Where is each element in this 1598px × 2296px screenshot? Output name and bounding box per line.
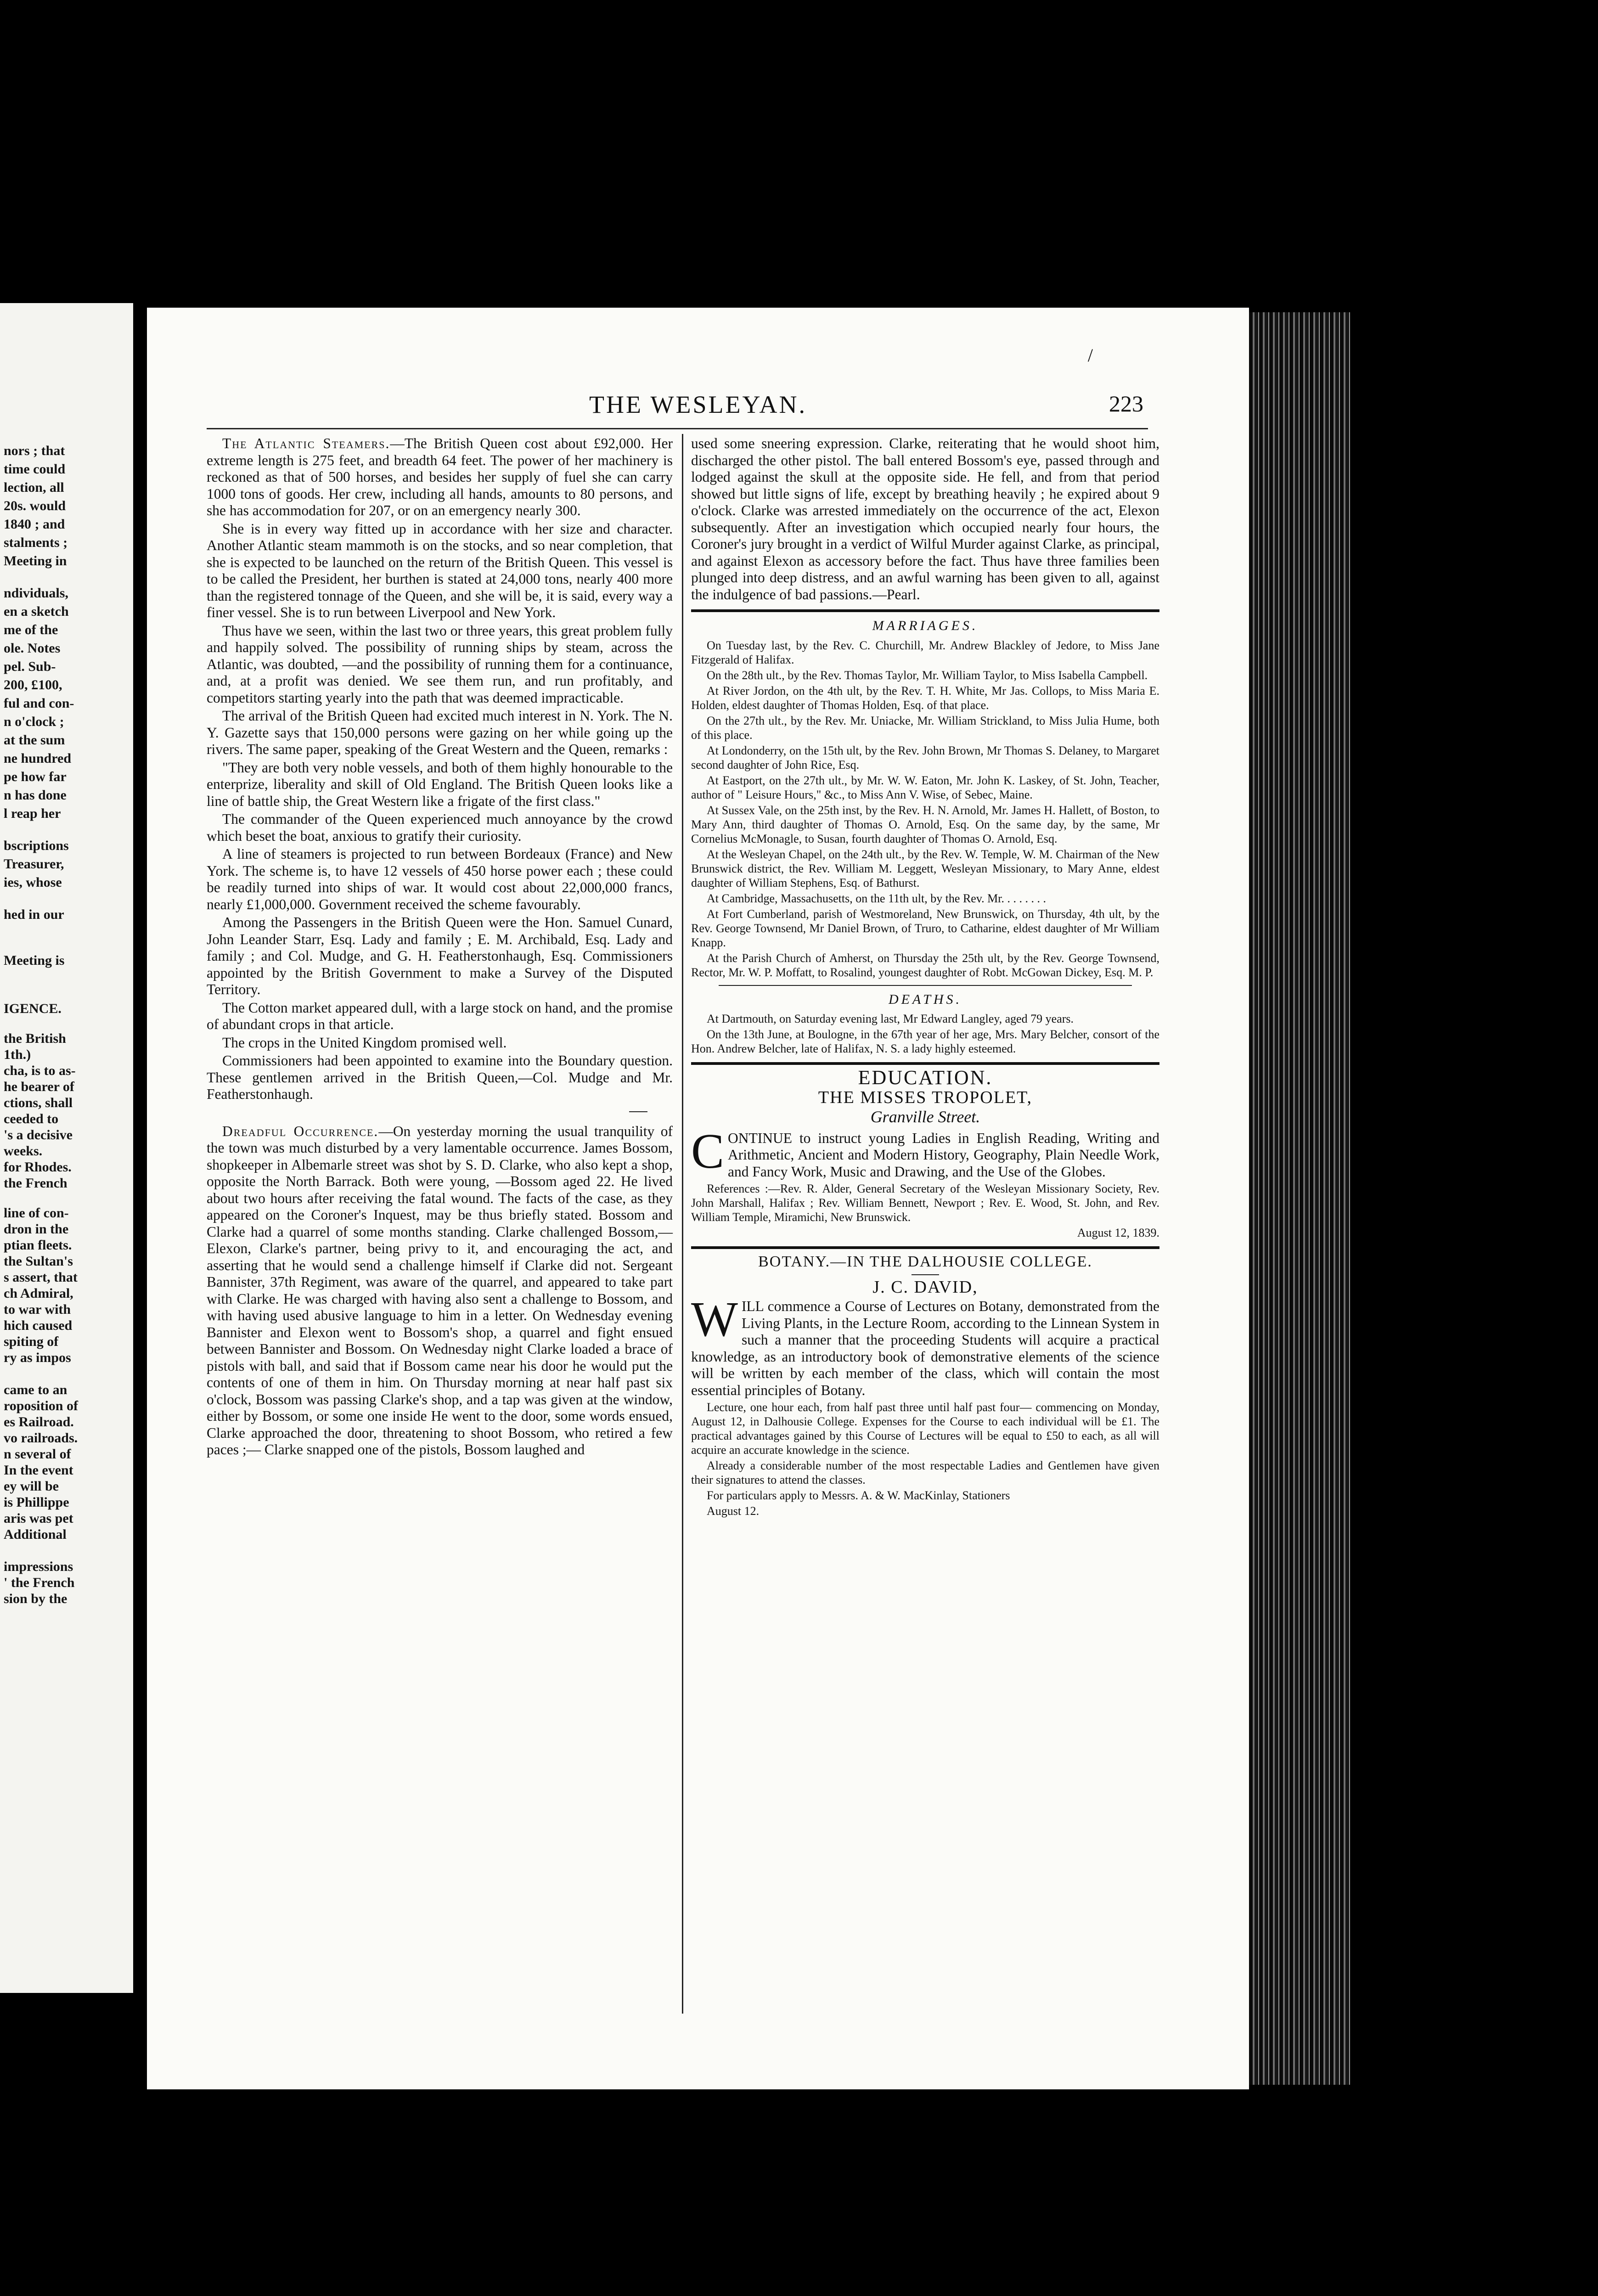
left-page-line: 1840 ; and [4, 517, 65, 532]
section-rule [719, 985, 1132, 986]
article-occurrence-title: Dreadful Occurrence. [222, 1123, 379, 1139]
page-title: THE WESLEYAN. [589, 391, 807, 418]
left-page-line: at the sum [4, 732, 65, 748]
left-page-line: 200, £100, [4, 677, 62, 692]
tropolet-dropcap: C [691, 1124, 725, 1179]
article-atlantic-p2: She is in every way fitted up in accordance with her size and character. Another Atlantic steam mammoth is on the stocks, and so near completion, that she is expected to be launched on the return of the British Queen. This vessel is to be called the President, her burthen is stated at 24,000 tons, nearly 400 more than the registered tonnage of the Queen, and she will be, it is said, every way a finer vessel. She is to run between Liverpool and New York. [207, 520, 673, 620]
article-atlantic-p11: Commissioners had been appointed to examine into the Boundary question. These gentlemen arrived in the British Queen,—Col. Mudge and Mr. Featherstonhaugh. [207, 1052, 673, 1102]
marriage-notice: On the 27th ult., by the Rev. Mr. Uniacke, Mr. William Strickland, to Miss Julia Hume, both of this place. [691, 714, 1159, 742]
left-page-line: he bearer of [4, 1079, 74, 1094]
newspaper-page [147, 308, 1249, 2089]
left-page-line: 's a decisive [4, 1127, 73, 1142]
left-page-line: ry as impos [4, 1350, 71, 1365]
deaths-heading: DEATHS. [888, 991, 962, 1007]
marriage-notice: At River Jordon, on the 4th ult, by the Rev. T. H. White, Mr Jas. Collops, to Miss Maria E. Holden, eldest daughter of Thomas Holden, Esq. of that place. [691, 684, 1159, 712]
article-atlantic-p1: The Atlantic Steamers.—The British Queen cost about £92,000. Her extreme length is 275 feet, and breadth 64 feet. The power of her machinery is reckoned as that of 500 horses, and besides her supply of fuel she can carry 1000 tons of goods. Her crew, including all hands, amounts to 80 persons, and she has accommodation for 207, or on an emergency nearly 300. [207, 435, 673, 518]
left-page-line: In the event [4, 1463, 73, 1478]
left-page-line: hed in our [4, 907, 64, 922]
left-page-line: weeks. [4, 1143, 43, 1159]
left-page-line: vo railroads. [4, 1430, 78, 1446]
botany-date: August 12. [707, 1504, 760, 1518]
botany-p4: For particulars apply to Messrs. A. & W. MacKinlay, Stationers [707, 1489, 1010, 1502]
left-page-line: ctions, shall [4, 1095, 73, 1110]
article-atlantic-p9: The Cotton market appeared dull, with a large stock on hand, and the promise of abundant crops in that article. [207, 999, 673, 1032]
left-page-line: s assert, that [4, 1270, 78, 1285]
corner-mark: / [1087, 345, 1093, 366]
section-rule [691, 1246, 1159, 1249]
marriages-heading: MARRIAGES. [872, 618, 979, 633]
left-page-line: pe how far [4, 769, 67, 784]
tropolet-references: References :—Rev. R. Alder, General Secretary of the Wesleyan Missionary Society, Rev. John Marshall, Halifax ; Rev. William Bennett, Newport ; Rev. E. Wood, St. John, and Rev. William Temple, Miramichi, New Brunswick. [691, 1182, 1159, 1224]
left-page-line: Meeting in [4, 553, 67, 568]
article-atlantic-p6: The commander of the Queen experienced much annoyance by the crowd which beset the boat, anxious to gratify their curiosity. [207, 811, 673, 844]
marriages-list [691, 638, 1159, 979]
left-page-line: ies, whose [4, 875, 62, 890]
left-page-line: 20s. would [4, 498, 66, 513]
left-page-line: stalments ; [4, 535, 68, 550]
article-occurrence-cont: used some sneering expression. Clarke, reiterating that he would shoot him, discharged the other pistol. The ball entered Bossom's eye, passed through and lodged against the skull at the opposite side. He fell, and from that period showed but little signs of life, except by breathing heavily ; he expired about 9 o'clock. Clarke was arrested immediately on the occurrence of the act, Elexon subsequently. After an investigation which occupied nearly four hours, the Coroner's jury brought in a verdict of Wilful Murder against Clarke, as principal, and against Elexon as accessory before the fact. Thus have three families been plunged into deep distress, and an awful warning has been given to all, against the indulgence of bad passions.—Pearl. [691, 435, 1159, 602]
left-page-line: 1th.) [4, 1047, 31, 1062]
left-page-line: ey will be [4, 1479, 59, 1494]
left-page-line: Treasurer, [4, 856, 64, 872]
david-heading: J. C. DAVID, [872, 1277, 978, 1297]
botany-body: WILL commence a Course of Lectures on Botany, demonstrated from the Living Plants, in the Lecture Room, according to the Linnean System in such a manner that the proceeding Students will acquire a practical knowledge, as an introductory book of demonstrative elements of the science will be written by each member of the class, which will contain the most essential principles of Botany. [691, 1292, 1159, 1398]
left-page-line: bscriptions [4, 838, 69, 853]
left-page-line: Additional [4, 1527, 67, 1542]
left-page-line: for Rhodes. [4, 1159, 72, 1175]
article-atlantic-p4: The arrival of the British Queen had excited much interest in N. York. The N. Y. Gazette says that 150,000 persons were gazing on her while going up the rivers. The same paper, speaking of the Great Western and the Queen, remarks : [207, 708, 673, 757]
right-column [691, 435, 1159, 1519]
section-rule [691, 1062, 1159, 1065]
left-page-line: sion by the [4, 1591, 68, 1606]
left-page-line: impressions [4, 1559, 73, 1574]
marriage-notice: At the Parish Church of Amherst, on Thursday the 25th ult, by the Rev. George Townsend, Rector, Mr. W. P. Moffatt, to Rosalind, youngest daughter of Robt. McGowan Dickey, Esq. M. P. [691, 951, 1159, 979]
left-page-line: n o'clock ; [4, 714, 64, 729]
left-page-line: dron in the [4, 1221, 69, 1237]
marriage-notice: On the 28th ult., by the Rev. Thomas Taylor, Mr. William Taylor, to Miss Isabella Campbell. [707, 668, 1148, 682]
marriage-notice: At Sussex Vale, on the 25th inst, by the Rev. H. N. Arnold, Mr. James H. Hallett, of Boston, to Mary Ann, third daughter of Thomas O. Arnold, Esq. On the same day, by the same, Mr Cornelius McMonagle, to Susan, fourth daughter of Thomas O. Arnold, Esq. [691, 803, 1159, 845]
article-atlantic-p8: Among the Passengers in the British Queen were the Hon. Samuel Cunard, John Leander Starr, Esq. Lady and family ; E. M. Archibald, Esq. Lady and family ; and Col. Mudge, and G. H. Featherstonhaugh, Esq. Commissioners appointed by the British Government to make a Survey of the Disputed Territory. [207, 914, 673, 997]
marriage-notice: On Tuesday last, by the Rev. C. Churchill, Mr. Andrew Blackley of Jedore, to Miss Jane Fitzgerald of Halifax. [691, 638, 1159, 666]
left-page-line: ful and con- [4, 696, 74, 711]
left-page-line: IGENCE. [4, 1001, 62, 1016]
left-page-line: cha, is to as- [4, 1063, 76, 1078]
left-page-line: ne hundred [4, 751, 72, 766]
left-page-line: is Phillippe [4, 1495, 69, 1510]
left-page-line: the British [4, 1031, 66, 1046]
tropolet-heading: THE MISSES TROPOLET, [818, 1087, 1033, 1107]
section-dash [629, 1111, 647, 1112]
death-notice: At Dartmouth, on Saturday evening last, Mr Edward Langley, aged 79 years. [707, 1012, 1074, 1025]
section-rule [691, 609, 1159, 612]
left-page-line: hich caused [4, 1318, 73, 1333]
left-page-line: the Sultan's [4, 1254, 73, 1269]
article-atlantic-p3: Thus have we seen, within the last two or three years, this great problem fully and happily solved. The possibility of running ships by steam, across the Atlantic, was doubted, —and the possibility of running them for a continuance, and, at a profit was denied. We see them run, and run profitably, and competitors starting yearly into the path that was deemed impracticable. [207, 622, 673, 706]
left-page-line: roposition of [4, 1398, 78, 1413]
tropolet-body: CONTINUE to instruct young Ladies in English Reading, Writing and Arithmetic, Ancient and Modern History, Geography, Plain Needle Work, and Fancy Work, Music and Drawing, and the Use of the Globes. [691, 1124, 1159, 1180]
left-page-line: time could [4, 461, 66, 477]
article-atlantic-p10: The crops in the United Kingdom promised well. [222, 1034, 507, 1051]
left-page-line: came to an [4, 1382, 68, 1397]
deaths-list [691, 1012, 1159, 1056]
tropolet-subheading: Granville Street. [870, 1108, 980, 1126]
marriage-notice: At Fort Cumberland, parish of Westmoreland, New Brunswick, on Thursday, 4th ult, by the Rev. George Townsend, Mr Daniel Brown, of Truro, to Catharine, eldest daughter of Mr William Knapp. [691, 907, 1159, 949]
article-atlantic-title: The Atlantic Steamers. [222, 435, 390, 451]
left-page-line: ceeded to [4, 1111, 59, 1126]
article-atlantic-p7: A line of steamers is projected to run between Bordeaux (France) and New York. The scheme is, to have 12 vessels of 450 horse power each ; these could be readily turned into ships of war. It would cost about 22,000,000 francs, nearly £1,000,000. Government received the scheme favourably. [207, 846, 673, 912]
header-rule [207, 428, 1148, 429]
page-number: 223 [1109, 391, 1143, 416]
left-page-line: n several of [4, 1446, 71, 1462]
marriage-notice: At Cambridge, Massachusetts, on the 11th ult, by the Rev. Mr. . . . . . . . [707, 891, 1046, 905]
article-atlantic-p5: "They are both very noble vessels, and both of them highly honourable to the enterprize, liberality and skill of Old England. The British Queen looks like a line of battle ship, the Great Western like a frigate of the first class." [207, 759, 673, 809]
left-page-line: line of con- [4, 1205, 69, 1221]
left-page-line: nors ; that [4, 443, 65, 458]
left-page-line: ole. Notes [4, 641, 61, 656]
left-page-line: ndividuals, [4, 585, 68, 601]
left-page-line: ptian fleets. [4, 1238, 72, 1253]
left-page-line: lection, all [4, 480, 64, 495]
left-page-line: Meeting is [4, 953, 65, 968]
left-page-line: spiting of [4, 1334, 59, 1349]
section-dash [912, 1274, 939, 1275]
left-page-line: ch Admiral, [4, 1286, 73, 1301]
left-page-line: pel. Sub- [4, 659, 56, 674]
education-heading: EDUCATION. [858, 1066, 993, 1089]
tropolet-date: August 12, 1839. [1077, 1226, 1159, 1239]
page-binding-gutter [1249, 312, 1350, 2085]
botany-dropcap: W [691, 1292, 738, 1347]
left-page-line: n has done [4, 788, 67, 803]
left-page-line: es Railroad. [4, 1414, 74, 1429]
botany-p3: Already a considerable number of the most respectable Ladies and Gentlemen have given their signatures to attend the classes. [691, 1459, 1159, 1486]
left-page-line: en a sketch [4, 604, 69, 619]
left-page-line: the French [4, 1176, 68, 1191]
marriage-notice: At the Wesleyan Chapel, on the 24th ult., by the Rev. W. Temple, W. M. Chairman of the New Brunswick district, the Rev. William M. Leggett, Wesleyan Missionary, to Mary Anne, eldest daughter of William Stephens, Esq. of Bathurst. [691, 847, 1159, 889]
left-page-fragment [0, 303, 133, 1993]
marriage-notice: At Londonderry, on the 15th ult, by the Rev. John Brown, Mr Thomas S. Delaney, to Margaret second daughter of John Rice, Esq. [691, 743, 1159, 771]
death-notice: On the 13th June, at Boulogne, in the 67th year of her age, Mrs. Mary Belcher, consort of the Hon. Andrew Belcher, late of Halifax, N. S. a lady highly esteemed. [691, 1028, 1159, 1055]
left-column [207, 435, 673, 1460]
left-page-line: aris was pet [4, 1511, 73, 1526]
left-page-line: me of the [4, 622, 58, 637]
article-occurrence-p1: Dreadful Occurrence.—On yesterday morning the usual tranquility of the town was much disturbed by a very lamentable occurrence. James Bossom, shopkeeper in Albemarle street was shot by S. D. Clarke, who also kept a shop, opposite the North Barrack. Both were young, —Bossom aged 22. He lived about two hours after receiving the fatal wound. The facts of the case, as they appeared on the Coroner's Inquest, may be thus briefly stated. Bossom and Clarke had a quarrel of some months standing. Clarke challenged Bossom,—Elexon, Clarke's partner, being privy to it, and encouraging the act, and asserting that he would send a challenge himself if Clarke did not. Sergeant Bannister, 37th Regiment, was aware of the quarrel, and appeared to take part with Clarke. He was charged with having also sent a challenge to Bossom, and with having used abusive language to him in a letter. On Wednesday evening Bannister and Elexon went to Bossom's shop, a quarrel and fight ensued between Bannister and Bossom. On Wednesday night Clarke loaded a brace of pistols with ball, and said that if Bossom came near his door he would put the contents of one of them in him. On Thursday morning at near half past six o'clock, Bossom was passing Clarke's shop, and a tap was given at the window, either by Bossom, or some one inside He went to the door, some words ensued, Clarke approached the door, threatening to shoot Bossom, who retired a few paces ;— Clarke snapped one of the pistols, Bossom laughed and [207, 1123, 673, 1458]
marriage-notice: At Eastport, on the 27th ult., by Mr. W. W. Eaton, Mr. John K. Laskey, of St. John, Teacher, author of " Leisure Hours," &c., to Miss Ann V. Wise, of Sebec, Maine. [691, 773, 1159, 801]
column-divider [682, 434, 683, 2014]
left-page-line: ' the French [4, 1575, 75, 1590]
left-page-line: to war with [4, 1302, 71, 1317]
page-header [147, 390, 1249, 422]
botany-heading: BOTANY.—IN THE DALHOUSIE COLLEGE. [758, 1253, 1092, 1270]
botany-p2: Lecture, one hour each, from half past three until half past four— commencing on Monday, August 12, in Dalhousie College. Expenses for the Course to each individual will be £1. The practical advantages gained by this Course of Lectures will be equal to £50 to each, as all will acquire an accurate knowledge in the science. [691, 1401, 1159, 1457]
left-page-line: l reap her [4, 806, 61, 821]
